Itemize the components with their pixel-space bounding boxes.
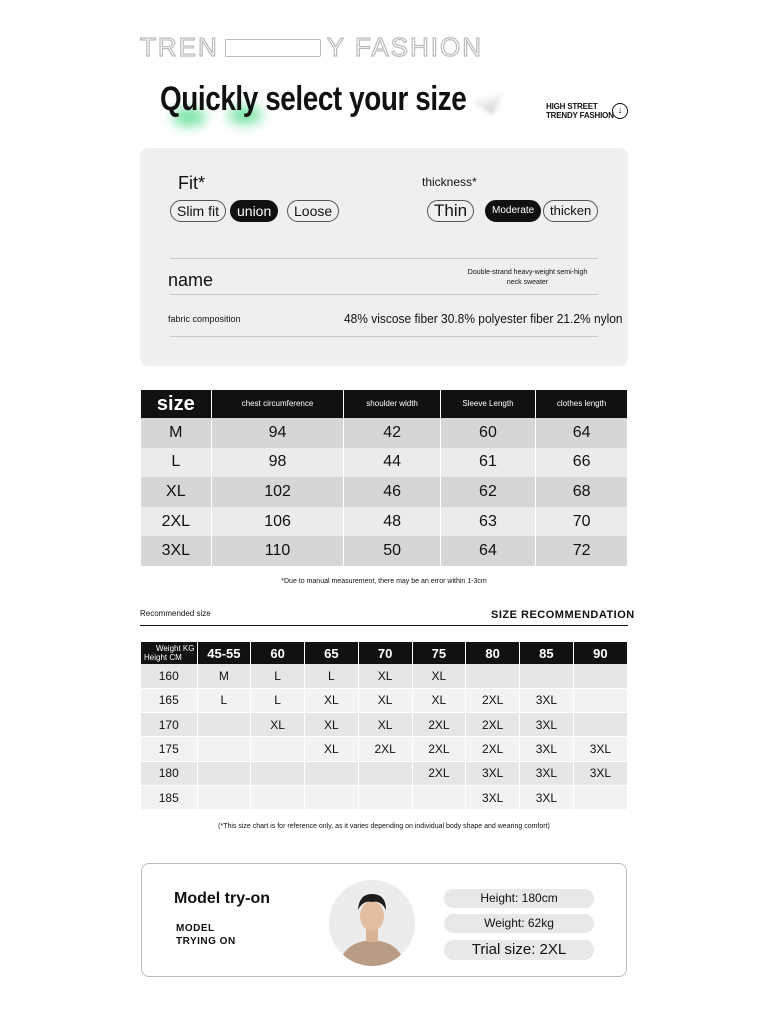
size-row: [141, 477, 627, 507]
measure-cell: 68: [536, 477, 627, 507]
thickness-option-moderate[interactable]: Moderate: [485, 200, 541, 222]
fabric-value: 48% viscose fiber 30.8% polyester fiber 21.2% nylon: [344, 311, 623, 326]
recommended-size-label: Recommended size: [140, 609, 211, 618]
measure-cell: 110: [211, 536, 344, 566]
size-row: [141, 536, 627, 566]
recommended-size-cell: XL: [305, 688, 359, 712]
recommended-size-cell: 3XL: [573, 761, 627, 785]
measure-cell: 44: [344, 448, 440, 478]
recommendation-row: [141, 713, 627, 737]
header-sleeve: Sleeve Length: [440, 390, 535, 418]
model-photo: [329, 880, 415, 966]
thickness-option-thin[interactable]: Thin: [427, 200, 474, 222]
recommended-size-cell: 3XL: [573, 737, 627, 761]
fit-label: Fit*: [178, 173, 205, 193]
measure-cell: 48: [344, 507, 440, 537]
recommendation-table: [141, 642, 627, 810]
recommended-size-cell: 3XL: [520, 713, 574, 737]
recommended-size-cell: XL: [305, 713, 359, 737]
measure-cell: 94: [211, 418, 344, 448]
measure-cell: 61: [440, 448, 535, 478]
recommended-size-cell: XL: [358, 688, 412, 712]
recommended-size-cell: M: [197, 664, 251, 688]
recommended-size-cell: [197, 785, 251, 809]
recommended-size-cell: 3XL: [466, 785, 520, 809]
weight-header: 90: [573, 642, 627, 664]
size-table: [141, 390, 627, 566]
recommended-size-cell: 2XL: [412, 761, 466, 785]
measure-cell: 64: [440, 536, 535, 566]
weight-header: 85: [520, 642, 574, 664]
recommended-size-cell: [520, 664, 574, 688]
recommended-size-cell: XL: [305, 737, 359, 761]
weight-header: 65: [305, 642, 359, 664]
measurement-note: *Due to manual measurement, there may be an error within 1-3cm: [281, 578, 487, 585]
brand-right: Y FASHION: [326, 32, 484, 62]
recommended-size-cell: XL: [412, 688, 466, 712]
header-chest: chest circumference: [211, 390, 344, 418]
fabric-label: fabric composition: [168, 314, 241, 324]
measure-cell: 50: [344, 536, 440, 566]
recommended-size-cell: 2XL: [466, 713, 520, 737]
brand-bar: [225, 39, 321, 57]
model-trial-size: Trial size: 2XL: [444, 940, 594, 960]
corner-weight: Weight KG: [155, 644, 195, 653]
model-subtitle-1: MODEL: [176, 923, 215, 934]
measure-cell: 42: [344, 418, 440, 448]
height-cell: 175: [141, 737, 197, 761]
brand-logo: [140, 32, 483, 63]
recommended-size-cell: [573, 688, 627, 712]
model-avatar: [329, 880, 415, 966]
model-weight: Weight: 62kg: [444, 914, 594, 933]
measure-cell: 72: [536, 536, 627, 566]
page-title: Quickly select your size: [160, 80, 467, 118]
measure-cell: 70: [536, 507, 627, 537]
tagline-line-1: HIGH STREET: [546, 102, 598, 111]
fit-option-union[interactable]: union: [230, 200, 278, 222]
recommended-size-cell: [251, 737, 305, 761]
size-cell: L: [141, 448, 211, 478]
recommended-size-cell: XL: [358, 664, 412, 688]
height-cell: 180: [141, 761, 197, 785]
size-cell: M: [141, 418, 211, 448]
recommended-size-cell: 2XL: [466, 688, 520, 712]
recommendation-row: [141, 785, 627, 809]
header-length: clothes length: [536, 390, 627, 418]
measure-cell: 46: [344, 477, 440, 507]
size-row: [141, 448, 627, 478]
thickness-option-thicken[interactable]: thicken: [543, 200, 598, 222]
size-cell: 3XL: [141, 536, 211, 566]
recommended-size-cell: L: [251, 688, 305, 712]
recommended-size-cell: XL: [251, 713, 305, 737]
brand-left: TREN: [140, 32, 219, 62]
recommendation-row: [141, 761, 627, 785]
model-subtitle: [176, 922, 236, 948]
weight-header: 80: [466, 642, 520, 664]
down-arrow-circle-icon: ↓: [612, 103, 628, 119]
recommended-size-cell: [251, 761, 305, 785]
recommended-size-cell: 2XL: [358, 737, 412, 761]
recommended-size-cell: 3XL: [520, 785, 574, 809]
recommended-size-cell: 2XL: [412, 713, 466, 737]
measure-cell: 98: [211, 448, 344, 478]
header-shoulder: shoulder width: [344, 390, 440, 418]
recommended-size-cell: 2XL: [466, 737, 520, 761]
measure-cell: 60: [440, 418, 535, 448]
size-cell: 2XL: [141, 507, 211, 537]
recommended-size-cell: [197, 761, 251, 785]
measure-cell: 66: [536, 448, 627, 478]
height-cell: 160: [141, 664, 197, 688]
measure-cell: 63: [440, 507, 535, 537]
measure-cell: 102: [211, 477, 344, 507]
model-height: Height: 180cm: [444, 889, 594, 908]
recommended-size-cell: [305, 785, 359, 809]
fit-option-slim[interactable]: Slim fit: [170, 200, 226, 222]
height-cell: 165: [141, 688, 197, 712]
recommended-size-cell: [197, 737, 251, 761]
header-size: size: [141, 390, 211, 418]
recommendation-row: [141, 664, 627, 688]
height-cell: 170: [141, 713, 197, 737]
recommended-size-cell: [358, 785, 412, 809]
recommended-size-cell: [573, 713, 627, 737]
tagline: [546, 102, 614, 120]
recommended-size-cell: XL: [358, 713, 412, 737]
recommended-size-cell: 2XL: [412, 737, 466, 761]
recommended-size-cell: L: [305, 664, 359, 688]
weight-header: 60: [251, 642, 305, 664]
weight-header: 70: [358, 642, 412, 664]
model-title: Model try-on: [174, 890, 270, 907]
decorative-shape: [472, 82, 505, 115]
height-cell: 185: [141, 785, 197, 809]
recommended-size-cell: [573, 785, 627, 809]
recommended-size-cell: [466, 664, 520, 688]
recommended-size-cell: [412, 785, 466, 809]
size-row: [141, 418, 627, 448]
measure-cell: 64: [536, 418, 627, 448]
recommended-size-cell: [305, 761, 359, 785]
weight-header: 45-55: [197, 642, 251, 664]
size-table-header: [141, 390, 627, 418]
measure-cell: 106: [211, 507, 344, 537]
recommended-size-cell: [197, 713, 251, 737]
fit-option-loose[interactable]: Loose: [287, 200, 339, 222]
recommended-size-cell: 3XL: [520, 688, 574, 712]
corner-cell: [141, 642, 197, 664]
recommended-size-cell: [573, 664, 627, 688]
recommendation-row: [141, 737, 627, 761]
recommended-size-cell: L: [251, 664, 305, 688]
divider: [170, 336, 598, 337]
measure-cell: 62: [440, 477, 535, 507]
name-value: Double-strand heavy-weight semi-high neck sweater: [467, 269, 588, 286]
size-row: [141, 507, 627, 537]
recommended-size-cell: 3XL: [520, 761, 574, 785]
recommended-size-cell: 3XL: [466, 761, 520, 785]
recommended-size-cell: XL: [412, 664, 466, 688]
thickness-label: thickness*: [422, 175, 477, 189]
weight-header: 75: [412, 642, 466, 664]
reference-note: (*This size chart is for reference only, as it varies depending on individual body shape and wearing comfort): [218, 823, 550, 830]
divider: [170, 258, 598, 259]
corner-height: Height CM: [144, 653, 182, 662]
recommended-size-cell: [358, 761, 412, 785]
name-label: name: [168, 270, 214, 290]
tagline-line-2: TRENDY FASHION: [546, 111, 614, 120]
product-info-panel: [140, 148, 628, 366]
size-cell: XL: [141, 477, 211, 507]
recommended-size-cell: L: [197, 688, 251, 712]
recommendation-header: [141, 642, 627, 664]
model-subtitle-2: TRYING ON: [176, 936, 236, 947]
divider: [170, 294, 598, 295]
size-recommendation-title: SIZE RECOMMENDATION: [491, 609, 635, 621]
recommendation-row: [141, 688, 627, 712]
recommended-size-cell: 3XL: [520, 737, 574, 761]
divider: [140, 625, 628, 626]
recommended-size-cell: [251, 785, 305, 809]
